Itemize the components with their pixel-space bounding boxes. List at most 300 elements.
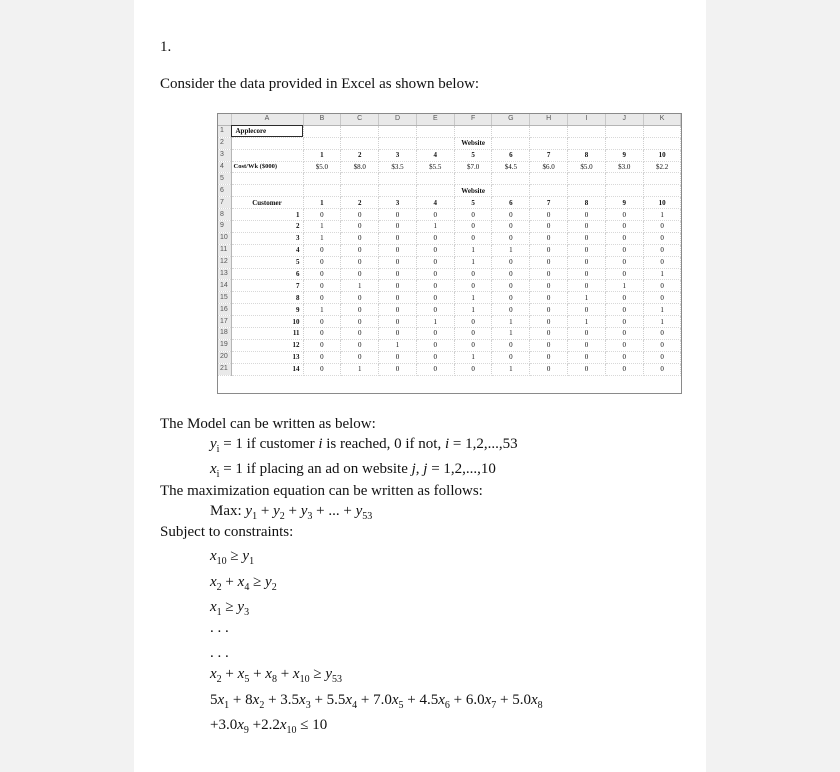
cell-coverage-value: 0	[341, 316, 379, 328]
cell	[605, 125, 643, 137]
cell-website-number: 10	[643, 149, 681, 161]
cell-coverage-value: 0	[643, 221, 681, 233]
model-intro: The Model can be written as below:	[160, 416, 376, 432]
cell-customer-id: 7	[231, 280, 303, 292]
cell-coverage-value: 0	[643, 351, 681, 363]
cell-website-number: 5	[454, 149, 492, 161]
row-number: 21	[218, 363, 231, 375]
cell	[643, 137, 681, 149]
cell	[416, 137, 454, 149]
cell-coverage-value: 0	[341, 244, 379, 256]
cell	[568, 173, 606, 185]
cell-coverage-value: 0	[643, 328, 681, 340]
cell	[303, 125, 341, 137]
cell-customer-id: 10	[231, 316, 303, 328]
cell	[605, 185, 643, 197]
cell-coverage-value: 1	[643, 316, 681, 328]
cell-website-number: 6	[492, 149, 530, 161]
cell-coverage-value: 0	[530, 351, 568, 363]
cell-website-number: 2	[341, 197, 379, 209]
cell	[416, 185, 454, 197]
cell-coverage-value: 0	[303, 244, 341, 256]
sheet-row	[218, 197, 681, 209]
cell-coverage-value: 0	[605, 339, 643, 351]
cell-coverage-value: 0	[605, 316, 643, 328]
cell-coverage-value: 0	[454, 328, 492, 340]
sheet-row	[218, 149, 681, 161]
cell	[530, 185, 568, 197]
column-header-f: F	[454, 114, 492, 125]
cell-website-number: 7	[530, 197, 568, 209]
cell	[379, 137, 417, 149]
row-number: 16	[218, 304, 231, 316]
intro-text: Consider the data provided in Excel as shown below:	[160, 76, 480, 92]
row-number: 8	[218, 209, 231, 221]
cell-cost: $5.0	[568, 161, 606, 173]
cell-coverage-value: 0	[341, 268, 379, 280]
sheet-row	[218, 185, 681, 197]
cell-coverage-value: 1	[341, 280, 379, 292]
cell-customer-id: 13	[231, 351, 303, 363]
cell-customer-id: 3	[231, 232, 303, 244]
cell-coverage-value: 0	[530, 280, 568, 292]
cell-customer-label: Customer	[231, 197, 303, 209]
cell	[568, 137, 606, 149]
cell-coverage-value: 0	[492, 292, 530, 304]
customer-row	[218, 363, 681, 375]
column-header-a: A	[231, 114, 303, 125]
cell-website-number: 8	[568, 197, 606, 209]
column-header-c: C	[341, 114, 379, 125]
cell	[416, 125, 454, 137]
cell-coverage-value: 1	[303, 221, 341, 233]
cell-coverage-value: 1	[454, 292, 492, 304]
cell-coverage-value: 0	[416, 351, 454, 363]
cell-coverage-value: 0	[643, 339, 681, 351]
cell-coverage-value: 0	[605, 209, 643, 221]
cell-coverage-value: 1	[303, 232, 341, 244]
row-number: 18	[218, 328, 231, 340]
cell-coverage-value: 0	[605, 268, 643, 280]
column-header-row	[218, 114, 681, 125]
cell-coverage-value: 0	[454, 268, 492, 280]
problem-number: 1.	[160, 39, 172, 55]
cell-coverage-value: 0	[303, 363, 341, 375]
cell-coverage-value: 0	[416, 232, 454, 244]
cell-coverage-value: 0	[341, 351, 379, 363]
cell-coverage-value: 0	[303, 339, 341, 351]
column-header-b: B	[303, 114, 341, 125]
sheet-row	[218, 161, 681, 173]
cell-website-number: 8	[568, 149, 606, 161]
cell-coverage-value: 0	[530, 363, 568, 375]
cell-coverage-value: 0	[530, 221, 568, 233]
cell	[643, 185, 681, 197]
definition-x: $x_i = 1$ if placing an ad on website j, j = 1,2,...,10	[210, 461, 496, 480]
cell	[379, 185, 417, 197]
cell	[231, 173, 303, 185]
cell	[492, 173, 530, 185]
cell-coverage-value: 0	[643, 256, 681, 268]
cell-coverage-value: 0	[341, 232, 379, 244]
row-number: 9	[218, 221, 231, 233]
cell-coverage-value: 0	[341, 328, 379, 340]
cell-coverage-value: 0	[303, 268, 341, 280]
cell-customer-id: 6	[231, 268, 303, 280]
cell-website-number: 1	[303, 149, 341, 161]
ellipsis-dots-2: . . .	[210, 645, 229, 661]
cell	[643, 125, 681, 137]
cell-website-number: 4	[416, 197, 454, 209]
cell	[605, 173, 643, 185]
row-number: 10	[218, 232, 231, 244]
cell-coverage-value: 0	[416, 209, 454, 221]
cell-customer-id: 9	[231, 304, 303, 316]
cell-customer-id: 14	[231, 363, 303, 375]
cell-coverage-value: 1	[568, 292, 606, 304]
cell-coverage-value: 1	[454, 244, 492, 256]
cell	[454, 125, 492, 137]
cell	[303, 173, 341, 185]
cell-coverage-value: 0	[379, 280, 417, 292]
cell	[530, 125, 568, 137]
cell-coverage-value: 0	[303, 280, 341, 292]
cell-coverage-value: 0	[643, 232, 681, 244]
row-number: 3	[218, 149, 231, 161]
cell-coverage-value: 0	[454, 232, 492, 244]
cell-cost: $3.0	[605, 161, 643, 173]
cell-coverage-value: 1	[643, 268, 681, 280]
subject-to-heading: Subject to constraints:	[160, 524, 294, 540]
column-header-d: D	[379, 114, 417, 125]
cell-coverage-value: 0	[605, 256, 643, 268]
cell-coverage-value: 0	[454, 280, 492, 292]
row-number: 12	[218, 256, 231, 268]
cell-coverage-value: 0	[568, 256, 606, 268]
sheet-row	[218, 137, 681, 149]
cell-coverage-value: 0	[568, 209, 606, 221]
cell-website-number: 5	[454, 197, 492, 209]
cell-coverage-value: 0	[530, 316, 568, 328]
customer-row	[218, 209, 681, 221]
cell-coverage-value: 1	[643, 304, 681, 316]
corner-cell	[218, 114, 231, 125]
cell-coverage-value: 0	[568, 328, 606, 340]
cell-coverage-value: 0	[379, 244, 417, 256]
row-number: 6	[218, 185, 231, 197]
cell-website-label: Website	[454, 137, 492, 149]
cell-coverage-value: 1	[568, 316, 606, 328]
cell-coverage-value: 1	[416, 316, 454, 328]
cell-coverage-value: 0	[379, 209, 417, 221]
cell-customer-id: 11	[231, 328, 303, 340]
cell-website-number: 3	[379, 197, 417, 209]
cell-coverage-value: 0	[341, 304, 379, 316]
customer-row	[218, 339, 681, 351]
cell-cost: $6.0	[530, 161, 568, 173]
cell-coverage-value: 0	[454, 221, 492, 233]
column-header-k: K	[643, 114, 681, 125]
cell-coverage-value: 0	[530, 304, 568, 316]
cell-customer-id: 2	[231, 221, 303, 233]
row-number: 2	[218, 137, 231, 149]
cell-coverage-value: 0	[379, 351, 417, 363]
cell-coverage-value: 0	[416, 244, 454, 256]
cell-coverage-value: 0	[492, 256, 530, 268]
customer-row	[218, 244, 681, 256]
cell-coverage-value: 0	[492, 232, 530, 244]
cell-coverage-value: 1	[341, 363, 379, 375]
cell-coverage-value: 0	[530, 328, 568, 340]
customer-row	[218, 256, 681, 268]
constraint-1: $x_{10} \ge y_1$	[210, 548, 255, 567]
definition-y: $y_i = 1$ if customer i is reached, 0 if not, i = 1,2,...,53	[210, 436, 518, 455]
cell-coverage-value: 1	[454, 256, 492, 268]
cell-coverage-value: 0	[416, 268, 454, 280]
cell-coverage-value: 1	[643, 209, 681, 221]
cell-coverage-value: 0	[341, 292, 379, 304]
cell-coverage-value: 0	[530, 256, 568, 268]
max-intro: The maximization equation can be written as follows:	[160, 483, 483, 499]
cell-customer-id: 5	[231, 256, 303, 268]
row-number: 19	[218, 339, 231, 351]
cell-website-number: 4	[416, 149, 454, 161]
customer-row	[218, 316, 681, 328]
constraint-53: $x_2 + x_5 + x_8 + x_{10} \ge y_{53}$	[210, 666, 342, 685]
cell-coverage-value: 0	[454, 316, 492, 328]
customer-row	[218, 232, 681, 244]
cell-coverage-value: 0	[303, 351, 341, 363]
cell-website-number: 9	[605, 197, 643, 209]
row-number: 20	[218, 351, 231, 363]
cell-coverage-value: 1	[492, 363, 530, 375]
row-number: 11	[218, 244, 231, 256]
cell-coverage-value: 1	[454, 351, 492, 363]
cell-website-number: 3	[379, 149, 417, 161]
cell-coverage-value: 0	[379, 268, 417, 280]
customer-row	[218, 280, 681, 292]
cell-coverage-value: 0	[568, 221, 606, 233]
cell-coverage-value: 0	[605, 292, 643, 304]
row-number: 4	[218, 161, 231, 173]
cell-coverage-value: 0	[530, 268, 568, 280]
cell	[303, 185, 341, 197]
budget-constraint-line-2: $+3.0x_9 +2.2x_{10} \le 10$	[210, 717, 328, 736]
cell	[492, 137, 530, 149]
cell-coverage-value: 0	[416, 292, 454, 304]
cell-coverage-value: 0	[303, 256, 341, 268]
cell-coverage-value: 0	[605, 328, 643, 340]
cell-customer-id: 8	[231, 292, 303, 304]
cell	[568, 125, 606, 137]
cell-cost: $5.5	[416, 161, 454, 173]
cell-coverage-value: 0	[530, 339, 568, 351]
customer-row	[218, 328, 681, 340]
cell-coverage-value: 0	[341, 256, 379, 268]
cell-applecore-title: Applecore	[231, 125, 303, 137]
cell	[492, 185, 530, 197]
cell-coverage-value: 0	[492, 351, 530, 363]
cell-coverage-value: 0	[643, 292, 681, 304]
row-number: 5	[218, 173, 231, 185]
cell-coverage-value: 0	[303, 328, 341, 340]
cell-coverage-value: 0	[379, 221, 417, 233]
customer-row	[218, 221, 681, 233]
cell-coverage-value: 0	[454, 209, 492, 221]
cell-website-number: 9	[605, 149, 643, 161]
cell-customer-id: 4	[231, 244, 303, 256]
cell-coverage-value: 0	[379, 363, 417, 375]
cell	[530, 137, 568, 149]
cell-coverage-value: 0	[379, 292, 417, 304]
constraint-2: $x_2 + x_4 \ge y_2$	[210, 574, 277, 593]
cell-coverage-value: 0	[568, 232, 606, 244]
cell-coverage-value: 1	[454, 304, 492, 316]
cell-cost: $7.0	[454, 161, 492, 173]
cell-coverage-value: 0	[530, 292, 568, 304]
cell	[303, 137, 341, 149]
cell-coverage-value: 0	[530, 232, 568, 244]
row-number: 17	[218, 316, 231, 328]
column-header-j: J	[605, 114, 643, 125]
row-number: 7	[218, 197, 231, 209]
sheet-row	[218, 125, 681, 137]
cell-website-number: 2	[341, 149, 379, 161]
cell-cost: $4.5	[492, 161, 530, 173]
cell-coverage-value: 0	[605, 221, 643, 233]
constraint-3: $x_1 \ge y_3$	[210, 599, 250, 618]
column-header-e: E	[416, 114, 454, 125]
cell-website-number: 1	[303, 197, 341, 209]
cell	[454, 173, 492, 185]
row-number: 13	[218, 268, 231, 280]
customer-row	[218, 268, 681, 280]
cell-coverage-value: 0	[643, 280, 681, 292]
cell-website-number: 7	[530, 149, 568, 161]
cell-coverage-value: 0	[605, 363, 643, 375]
cell	[379, 125, 417, 137]
ellipsis-dots-1: . . .	[210, 620, 229, 636]
row-number: 15	[218, 292, 231, 304]
cell-coverage-value: 1	[492, 244, 530, 256]
row-number: 14	[218, 280, 231, 292]
cell-coverage-value: 0	[379, 256, 417, 268]
cell-customer-id: 12	[231, 339, 303, 351]
cell-coverage-value: 0	[568, 244, 606, 256]
cell-coverage-value: 0	[492, 304, 530, 316]
cell-coverage-value: 0	[568, 351, 606, 363]
cell-coverage-value: 0	[492, 280, 530, 292]
cell	[231, 137, 303, 149]
column-header-g: G	[492, 114, 530, 125]
cell-coverage-value: 0	[530, 209, 568, 221]
cell-coverage-value: 0	[341, 221, 379, 233]
cell-coverage-value: 0	[568, 304, 606, 316]
cell-coverage-value: 0	[605, 351, 643, 363]
cell-customer-id: 1	[231, 209, 303, 221]
cell-coverage-value: 0	[303, 316, 341, 328]
spreadsheet-table	[218, 114, 681, 376]
cell-coverage-value: 0	[568, 339, 606, 351]
cell	[231, 185, 303, 197]
cell-coverage-value: 0	[379, 316, 417, 328]
cell	[341, 185, 379, 197]
cell-coverage-value: 1	[605, 280, 643, 292]
cell	[605, 137, 643, 149]
cell	[416, 173, 454, 185]
cell-coverage-value: 0	[341, 209, 379, 221]
cell-coverage-value: 0	[416, 328, 454, 340]
cell-coverage-value: 0	[416, 304, 454, 316]
cell-website-number: 10	[643, 197, 681, 209]
cell-coverage-value: 0	[379, 328, 417, 340]
cell-cost-label: Cost/Wk ($000)	[231, 161, 303, 173]
cell-coverage-value: 0	[379, 304, 417, 316]
cell-coverage-value: 0	[643, 363, 681, 375]
cell-coverage-value: 0	[643, 244, 681, 256]
cell-coverage-value: 0	[605, 244, 643, 256]
cell-coverage-value: 0	[416, 363, 454, 375]
cell-coverage-value: 0	[454, 339, 492, 351]
cell-coverage-value: 0	[492, 209, 530, 221]
budget-constraint-line-1: $5x_1 + 8x_2 + 3.5x_3 + 5.5x_4 + 7.0x_5 + 4.5x_6 + 6.0x_7 + 5.0x_8$	[210, 692, 543, 711]
cell-cost: $5.0	[303, 161, 341, 173]
cell	[341, 137, 379, 149]
column-header-h: H	[530, 114, 568, 125]
cell-coverage-value: 0	[416, 339, 454, 351]
cell	[379, 173, 417, 185]
cell-coverage-value: 0	[530, 244, 568, 256]
cell-cost: $3.5	[379, 161, 417, 173]
customer-row	[218, 292, 681, 304]
cell-coverage-value: 0	[492, 268, 530, 280]
cell-coverage-value: 0	[568, 363, 606, 375]
cell-coverage-value: 0	[605, 304, 643, 316]
cell-coverage-value: 0	[492, 221, 530, 233]
cell-coverage-value: 0	[492, 339, 530, 351]
cell-coverage-value: 0	[303, 209, 341, 221]
cell-coverage-value: 0	[605, 232, 643, 244]
cell-cost: $2.2	[643, 161, 681, 173]
cell	[643, 173, 681, 185]
cell-coverage-value: 0	[454, 363, 492, 375]
cell-coverage-value: 0	[568, 268, 606, 280]
cell	[231, 149, 303, 161]
cell-coverage-value: 0	[303, 292, 341, 304]
cell-coverage-value: 1	[379, 339, 417, 351]
excel-screenshot	[217, 113, 682, 394]
cell-coverage-value: 1	[492, 328, 530, 340]
customer-row	[218, 304, 681, 316]
cell-website-number: 6	[492, 197, 530, 209]
customer-row	[218, 351, 681, 363]
cell-coverage-value: 1	[303, 304, 341, 316]
cell-coverage-value: 0	[341, 339, 379, 351]
sheet-row	[218, 173, 681, 185]
cell-coverage-value: 1	[416, 221, 454, 233]
cell-cost: $8.0	[341, 161, 379, 173]
cell	[341, 173, 379, 185]
cell-coverage-value: 1	[492, 316, 530, 328]
column-header-i: I	[568, 114, 606, 125]
cell-coverage-value: 0	[416, 280, 454, 292]
cell	[341, 125, 379, 137]
row-number: 1	[218, 125, 231, 137]
cell-website-label: Website	[454, 185, 492, 197]
cell	[568, 185, 606, 197]
cell	[530, 173, 568, 185]
cell-coverage-value: 0	[416, 256, 454, 268]
